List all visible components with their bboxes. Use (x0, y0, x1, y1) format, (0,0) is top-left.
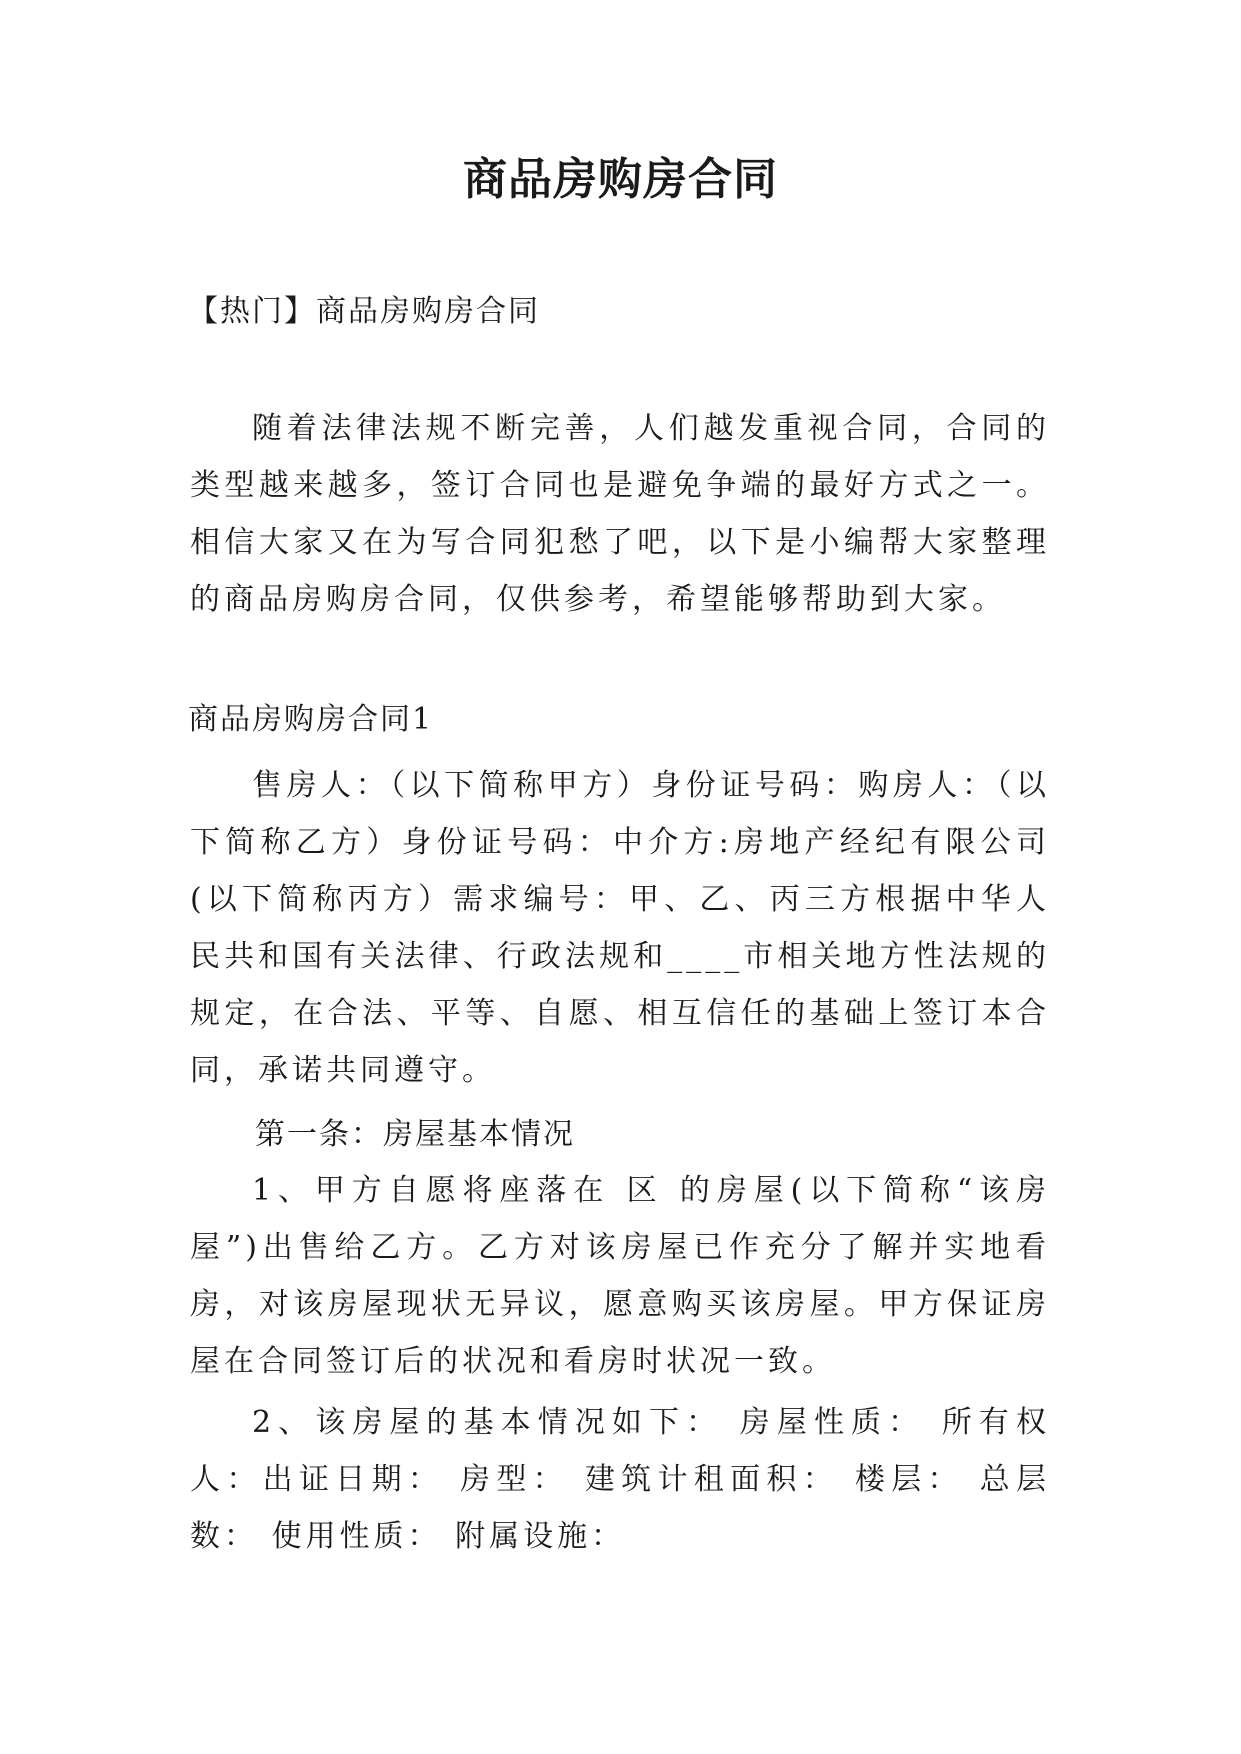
document-title: 商品房购房合同 (463, 154, 778, 205)
article-1-item-1: 1、甲方自愿将座落在 区 的房屋(以下简称“该房屋”)出售给乙方。乙方对该房屋已作充分了解并实地看房，对该房屋现状无异议，愿意购买该房屋。甲方保证房屋在合同签订后的状况和看房时状况一致。 (190, 1173, 1050, 1379)
section-title: 商品房购房合同1 (188, 702, 434, 737)
parties-paragraph: 售房人：（以下简称甲方）身份证号码：购房人：（以下简称乙方）身份证号码：中介方:房地产经纪有限公司(以下简称丙方）需求编号：甲、乙、丙三方根据中华人民共和国有关法律、行政法规和____市相关地方性法规的规定，在合法、平等、自愿、相互信任的基础上签订本合同，承诺共同遵守。 (190, 768, 1050, 1088)
intro-paragraph: 随着法律法规不断完善，人们越发重视合同，合同的类型越来越多，签订合同也是避免争端的最好方式之一。相信大家又在为写合同犯愁了吧，以下是小编帮大家整理的商品房购房合同，仅供参考，希望能够帮助到大家。 (190, 411, 1050, 617)
article-1-heading: 第一条：房屋基本情况 (255, 1117, 575, 1152)
article-1-item-2: 2、该房屋的基本情况如下： 房屋性质： 所有权人：出证日期： 房型： 建筑计租面积： 楼层： 总层数： 使用性质： 附属设施： (190, 1405, 1050, 1554)
document-subtitle: 【热门】商品房购房合同 (188, 294, 540, 329)
